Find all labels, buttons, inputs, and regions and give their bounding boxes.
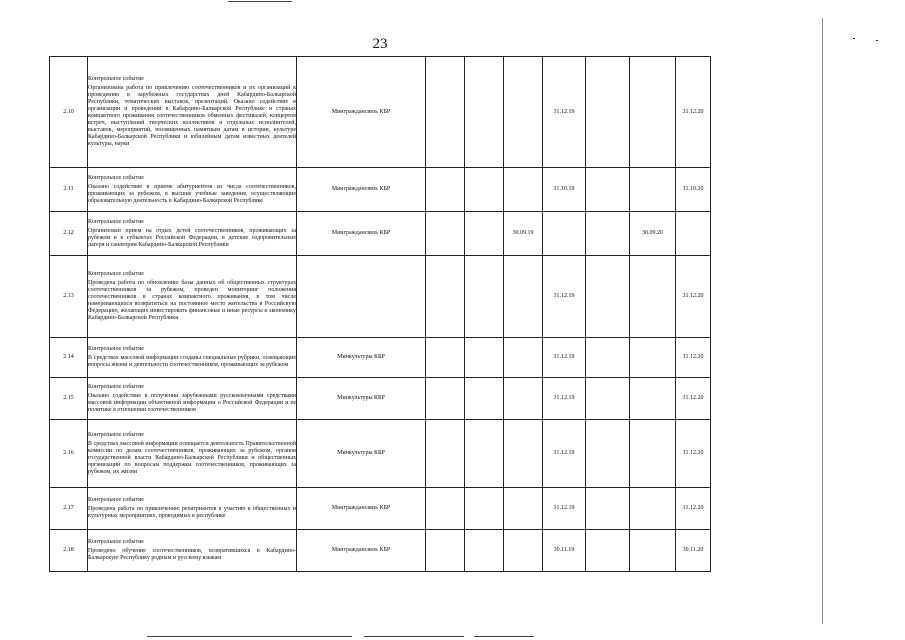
date-cell [465, 212, 504, 256]
date-cell [426, 256, 465, 338]
event-description [88, 378, 297, 420]
table-row [50, 488, 711, 530]
date-cell [586, 420, 630, 488]
date-cell: 31.12.20 [676, 378, 711, 420]
date-cell [426, 530, 465, 572]
date-cell [630, 256, 676, 338]
date-cell [586, 530, 630, 572]
date-cell [630, 378, 676, 420]
date-cell: 31.12.19 [543, 488, 586, 530]
date-cell: 31.12.20 [676, 338, 711, 378]
date-cell [543, 212, 586, 256]
scan-artifact-bottom-line [364, 636, 464, 637]
row-number: 2.13 [50, 256, 88, 338]
row-number: 2.18 [50, 530, 88, 572]
row-number: 2.15 [50, 378, 88, 420]
event-description [88, 57, 297, 168]
table-row [50, 256, 711, 338]
date-cell [426, 168, 465, 212]
executor: Минграждансвязь КБР [297, 488, 426, 530]
date-cell [630, 338, 676, 378]
row-number: 2.17 [50, 488, 88, 530]
date-cell: 31.10.19 [543, 168, 586, 212]
event-text: Организован прием на отдых детей соотечественников, проживающих за рубежом и в субъектах Российской Федерации, в детские оздоровительные лагеря и санатории Кабардино-Балкарской Республики [88, 227, 296, 248]
event-description [88, 338, 297, 378]
executor: Минкультуры КБР [297, 338, 426, 378]
date-cell [504, 420, 543, 488]
date-cell [586, 338, 630, 378]
executor: Минграждансвязь КБР [297, 168, 426, 212]
control-event-label: Контрольное событие [88, 497, 144, 503]
date-cell: 30.11.20 [676, 530, 711, 572]
executor [297, 256, 426, 338]
event-text: В средствах массовой информации созданы специальные рубрики, освещающие вопросы жизни и деятельности соотечественников, проживающих за рубежом [88, 355, 296, 368]
date-cell [630, 57, 676, 168]
date-cell: 31.12.20 [676, 256, 711, 338]
date-cell [586, 212, 630, 256]
date-cell: 31.12.19 [543, 420, 586, 488]
date-cell [426, 338, 465, 378]
table-row [50, 378, 711, 420]
date-cell [426, 57, 465, 168]
control-events-table [49, 56, 711, 572]
control-event-label: Контрольное событие [88, 218, 144, 225]
date-cell: 31.10.20 [676, 168, 711, 212]
event-description [88, 212, 297, 256]
table-row [50, 338, 711, 378]
date-cell: 30.09.19 [504, 212, 543, 256]
date-cell [504, 530, 543, 572]
date-cell: 30.11.19 [543, 530, 586, 572]
event-text: Оказано содействие в получении зарубежными русскоязычными средствами массовой информации объективной информации о Российской Федерации и ее политике в отношении соотечественников [88, 392, 296, 413]
row-number: 2.12 [50, 212, 88, 256]
table-row [50, 530, 711, 572]
control-event-label: Контрольное событие [88, 271, 144, 277]
date-cell [465, 530, 504, 572]
scan-mark [876, 40, 878, 41]
executor: Минграждансвязь КБР [297, 212, 426, 256]
date-cell [630, 168, 676, 212]
row-number: 2.10 [50, 57, 88, 168]
scan-artifact-top-line [228, 1, 292, 2]
control-event-label: Контрольное событие [88, 539, 144, 545]
event-description [88, 256, 297, 338]
date-cell [465, 168, 504, 212]
date-cell [586, 488, 630, 530]
scan-artifact-bottom-line [474, 636, 534, 637]
scan-mark [853, 38, 855, 39]
date-cell [586, 57, 630, 168]
date-cell [465, 338, 504, 378]
date-cell [504, 57, 543, 168]
table-row [50, 168, 711, 212]
row-number: 2.11 [50, 168, 88, 212]
date-cell: 31.12.19 [543, 57, 586, 168]
date-cell: 31.12.19 [543, 338, 586, 378]
date-cell [586, 256, 630, 338]
executor: Минкультуры КБР [297, 378, 426, 420]
date-cell: 31.12.20 [676, 420, 711, 488]
event-description [88, 488, 297, 530]
control-event-label: Контрольное событие [88, 76, 144, 82]
date-cell: 31.12.20 [676, 488, 711, 530]
date-cell [504, 256, 543, 338]
date-cell [465, 378, 504, 420]
date-cell [630, 420, 676, 488]
control-event-label: Контрольное событие [88, 174, 144, 181]
date-cell [426, 420, 465, 488]
row-number: 2.14 [50, 338, 88, 378]
date-cell [586, 168, 630, 212]
date-cell [630, 488, 676, 530]
date-cell [465, 488, 504, 530]
date-cell [504, 378, 543, 420]
date-cell [426, 212, 465, 256]
date-cell [465, 420, 504, 488]
executor: Минкультуры КБР [297, 420, 426, 488]
date-cell [426, 378, 465, 420]
event-description [88, 530, 297, 572]
control-event-label: Контрольное событие [88, 431, 144, 438]
table-row [50, 420, 711, 488]
row-number: 2.16 [50, 420, 88, 488]
event-description [88, 420, 297, 488]
event-text: Проведена работа по привлечению репатриантов к участию в общественных и культурных мероприятиях, проводимых в республике [88, 506, 296, 519]
date-cell [426, 488, 465, 530]
event-text: Оказано содействие в приеме абитуриентов из числа соотечественников, проживающих за рубежом, в высшие учебные заведения, осуществляющие образовательную деятельность в Кабардино-Балкарской Республике [88, 183, 296, 204]
date-cell [465, 256, 504, 338]
date-cell [504, 168, 543, 212]
date-cell [504, 338, 543, 378]
date-cell: 31.12.19 [543, 256, 586, 338]
event-description [88, 168, 297, 212]
executor: Минграждансвязь КБР [297, 530, 426, 572]
table-row [50, 57, 711, 168]
date-cell: 31.12.20 [676, 57, 711, 168]
event-text: Проведено обучение соотечественников, возвратившихся в Кабардино-Балкарскую Республику родным и русскому языкам [88, 548, 296, 561]
date-cell [504, 488, 543, 530]
date-cell [586, 378, 630, 420]
control-event-label: Контрольное событие [88, 346, 144, 352]
date-cell [676, 212, 711, 256]
table-row [50, 212, 711, 256]
scan-artifact-side-bar [822, 18, 823, 624]
date-cell [465, 57, 504, 168]
event-text: В средствах массовой информации освещается деятельность Правительственной комиссии по делам соотечественников, проживающих за рубежом, органов государственной власти Кабардино-Балкарской Республики и общественных организаций по вопросам поддержки соотечественников, проживающих за рубежом, их жизни [88, 440, 296, 475]
event-text: Организована работа по привлечению соотечественников и их организаций к проведению в зарубежных государствах дней Кабардино-Балкарской Республики, тематических выставок, презентаций. Оказано содействие в организации и проведении в Кабардино-Балкарской Республике и странах компактного проживания соотечественников обменных фестивалей, концертов встреч, выступлений творческих коллективов и отдельных исполнителей, выставок, мероприятий, посвященных памятным датам в истории, культуре Кабардино-Балкарской Республики и юбилейным датам известных деятелей культуры, науки [88, 85, 296, 147]
page-number: 23 [372, 36, 388, 52]
scan-artifact-bottom-line [147, 636, 352, 637]
date-cell: 31.12.19 [543, 378, 586, 420]
date-cell [630, 530, 676, 572]
executor: Минграждансвязь КБР [297, 57, 426, 168]
event-text: Проведена работа по обновлению базы данных об общественных структурах соотечественников за рубежом, проведен мониторинг положения соотечественников в странах компактного проживания, в том числе намеревающихся возвратиться на постоянное место жительства в Российскую Федерацию, желающих инвестировать финансовые и иные ресурсы в экономику Кабардино-Балкарской Республики [88, 280, 296, 321]
date-cell: 30.09.20 [630, 212, 676, 256]
control-event-label: Контрольное событие [88, 383, 144, 390]
